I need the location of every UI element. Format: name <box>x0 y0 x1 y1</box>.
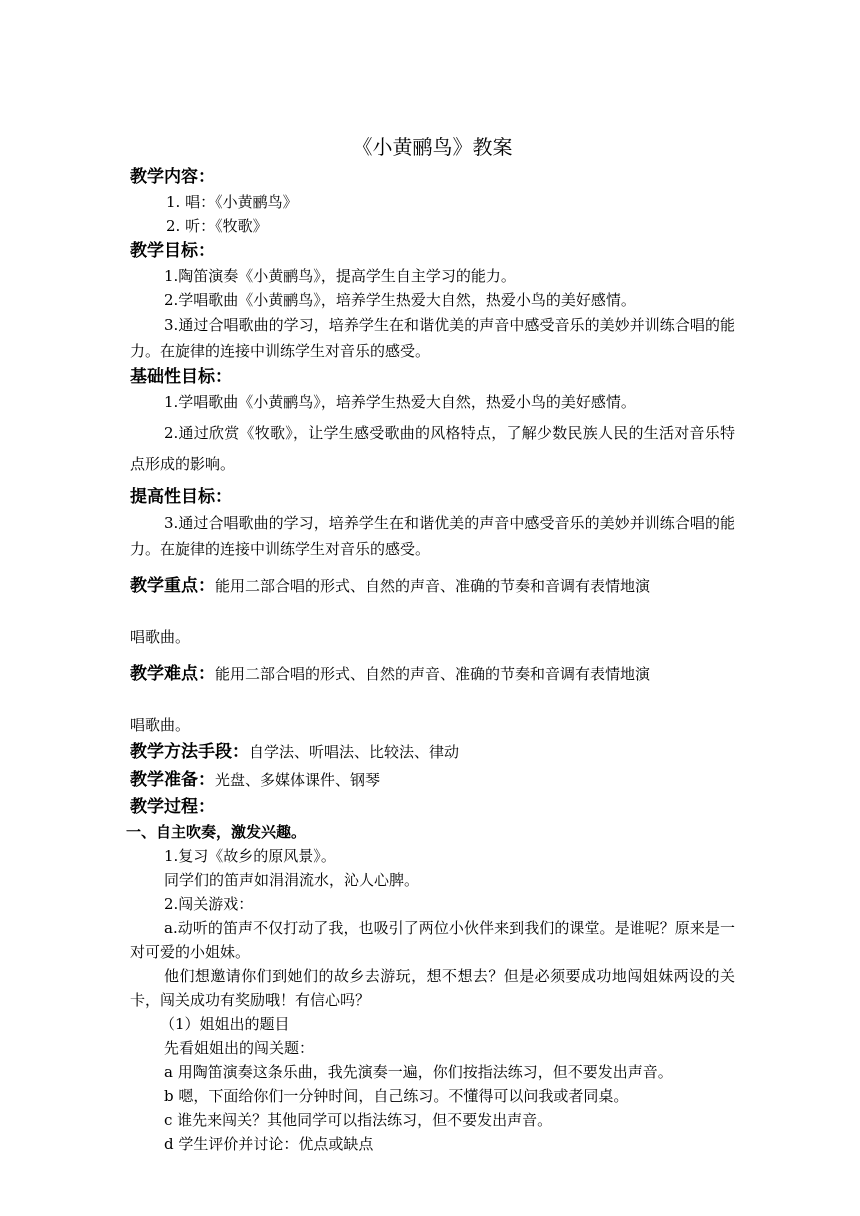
teaching-preparation-heading: 教学准备： <box>130 770 215 790</box>
key-points <box>130 572 735 650</box>
teaching-content-heading: 教学内容： <box>130 167 215 187</box>
teaching-methods-text: 自学法、听唱法、比较法、律动 <box>249 743 460 761</box>
document-title: 《小黄鹂鸟》教案 <box>352 135 513 159</box>
process-line-7: 先看姐姐出的闯关题： <box>164 1039 315 1057</box>
advanced-goal-item-1: 3.通过合唱歌曲的学习，培养学生在和谐优美的声音中感受音乐的美妙并训练合唱的能力。在旋律的连接中训练学生对音乐的感受。 <box>130 514 735 558</box>
difficulties-heading: 教学难点： <box>130 664 215 684</box>
goal-item-2: 2.学唱歌曲《小黄鹂鸟》，培养学生热爱大自然，热爱小鸟的美好感情。 <box>164 291 636 309</box>
teaching-preparation <box>130 766 735 794</box>
teaching-methods <box>130 738 735 766</box>
difficulties-text-1: 能用二部合唱的形式、自然的声音、准确的节奏和音调有表情地演 <box>215 665 651 683</box>
basic-goal-item-2: 2.通过欣赏《牧歌》，让学生感受歌曲的风格特点，了解少数民族人民的生活对音乐特点形成的影响。 <box>130 424 735 473</box>
difficulties <box>130 660 735 738</box>
difficulties-text-2: 唱歌曲。 <box>130 716 191 734</box>
teaching-process-heading: 教学过程： <box>130 797 215 817</box>
process-line-10: c 谁先来闯关？其他同学可以指法练习，但不要发出声音。 <box>164 1111 553 1129</box>
basic-goal-item-1: 1.学唱歌曲《小黄鹂鸟》，培养学生热爱大自然，热爱小鸟的美好感情。 <box>164 393 636 411</box>
content-item-2: 2. 听：《牧歌》 <box>166 217 268 235</box>
teaching-goals-heading: 教学目标： <box>130 241 215 261</box>
key-points-heading: 教学重点： <box>130 576 215 596</box>
lesson-plan-page <box>126 132 735 1156</box>
goal-item-3: 3.通过合唱歌曲的学习，培养学生在和谐优美的声音中感受音乐的美妙并训练合唱的能力。在旋律的连接中训练学生对音乐的感受。 <box>130 316 735 360</box>
process-line-8: a 用陶笛演奏这条乐曲，我先演奏一遍，你们按指法练习，但不要发出声音。 <box>164 1063 673 1081</box>
advanced-goals-heading: 提高性目标： <box>130 487 232 507</box>
content-item-1: 1. 唱：《小黄鹂鸟》 <box>166 193 298 211</box>
basic-goals-heading: 基础性目标： <box>130 367 232 387</box>
teaching-methods-heading: 教学方法手段： <box>130 742 249 762</box>
process-line-9: b 嗯，下面给你们一分钟时间，自己练习。不懂得可以问我或者同桌。 <box>164 1087 629 1105</box>
process-line-11: d 学生评价并讨论：优点或缺点 <box>164 1135 374 1153</box>
process-line-3: 2.闯关游戏： <box>164 895 254 913</box>
key-points-text-2: 唱歌曲。 <box>130 628 191 646</box>
process-line-4: a.动听的笛声不仅打动了我，也吸引了两位小伙伴来到我们的课堂。是谁呢？原来是一对可爱的小姐妹。 <box>130 919 735 961</box>
goal-item-1: 1.陶笛演奏《小黄鹂鸟》，提高学生自主学习的能力。 <box>164 267 516 285</box>
process-line-6: （1）姐姐出的题目 <box>160 1015 290 1033</box>
process-line-5: 他们想邀请你们到她们的故乡去游玩，想不想去？但是必须要成功地闯姐妹两设的关卡，闯关成功有奖励哦！有信心吗？ <box>130 967 735 1009</box>
key-points-text-1: 能用二部合唱的形式、自然的声音、准确的节奏和音调有表情地演 <box>215 577 651 595</box>
process-section-1: 一、自主吹奏，激发兴趣。 <box>126 823 307 841</box>
process-line-1: 1.复习《故乡的原风景》。 <box>164 847 336 865</box>
process-line-2: 同学们的笛声如涓涓流水，沁人心脾。 <box>164 871 420 889</box>
teaching-preparation-text: 光盘、多媒体课件、钢琴 <box>215 771 381 789</box>
